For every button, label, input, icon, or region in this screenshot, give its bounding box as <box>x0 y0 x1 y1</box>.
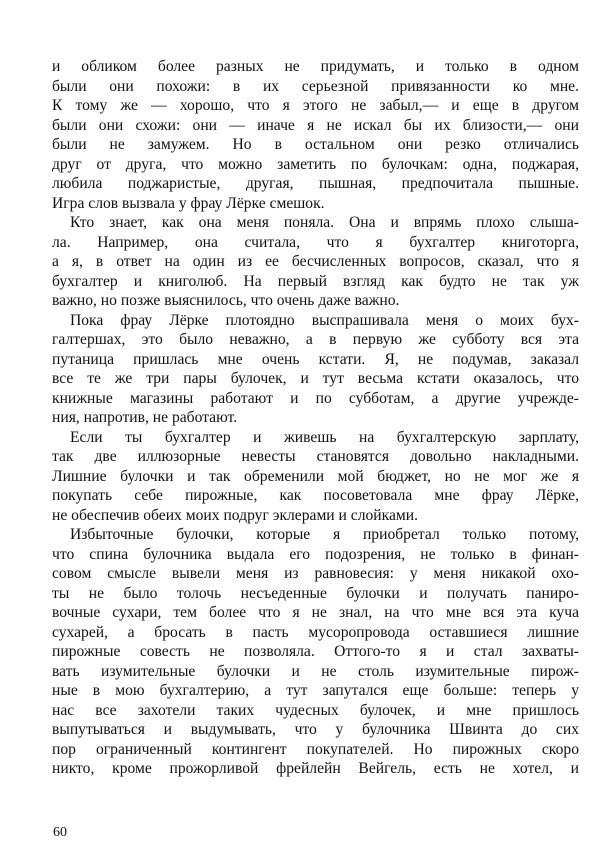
text-line: бухгалтер и книголюб. На первый взгляд как будто не так уж <box>52 272 579 290</box>
text-line: ты не было толочь несъеденные булочки и получать паниро- <box>52 584 579 602</box>
text-line: Пока фрау Лёрке плотоядно выспрашивала меня о моих бух- <box>70 311 579 329</box>
text-line: сухарей, а бросать в пасть мусоропровода оставшиеся лишние <box>52 623 579 641</box>
text-line: были не замужем. Но в остальном они резко отличались <box>52 136 579 153</box>
paragraph <box>52 311 579 428</box>
text-line: К тому же — хорошо, что я этого не забыл,— и еще в другом <box>52 97 579 114</box>
text-line: ные в мою бухгалтерию, а тут запутался еще больше: теперь у <box>52 682 579 699</box>
text-line: галтершах, это было неважно, а в первую же субботу вся эта <box>52 331 579 348</box>
text-line: важно, но позже выяснилось, что очень даже важно. <box>52 292 400 309</box>
text-line: книжные магазины работают и по субботам, а другие учрежде- <box>52 389 579 407</box>
text-line: выпутываться и выдумывать, что у булочника Швинта до сих <box>52 721 579 738</box>
text-line: что спина булочника выдала его подозрения, не только в финан- <box>52 545 579 563</box>
text-line: любила поджаристые, другая, пышная, предпочитала пышные. <box>52 175 579 192</box>
text-line: Кто знает, как она меня поняла. Она и впрямь плохо слыша- <box>70 214 579 231</box>
text-line: а я, в ответ на один из ее бесчисленных вопросов, сказал, что я <box>52 253 579 270</box>
text-line: вать изумительные булочки и не столь изумительные пирож- <box>52 662 579 680</box>
text-line: Игра слов вызвала у фрау Лёрке смешок. <box>52 194 325 212</box>
text-line: путаница пришлась мне очень кстати. Я, не подумав, заказал <box>52 350 579 368</box>
page-number: 60 <box>53 825 67 840</box>
text-line: ния, напротив, не работают. <box>52 409 238 426</box>
text-line: никто, кроме прожорливой фрейлейн Вейгель, есть не хотел, и <box>52 760 579 777</box>
text-line: друг от друга, что можно заметить по булочкам: одна, поджарая, <box>52 155 579 173</box>
text-line: нас все захотели таких чудесных булочек, и мне пришлось <box>52 701 579 719</box>
text-line: пирожные совесть не позволяла. Оттого-то я и стал захваты- <box>52 643 579 660</box>
paragraph <box>52 213 579 311</box>
text-line: и обликом более разных не придумать, и только в одном <box>52 58 579 75</box>
text-line: все те же три пары булочек, и тут весьма кстати оказалось, что <box>52 370 579 387</box>
text-line: были они похожи: в их серьезной привязанности ко мне. <box>52 77 579 95</box>
text-line: пор ограниченный контингент покупателей. Но пирожных скоро <box>52 740 579 758</box>
text-line: Если ты бухгалтер и живешь на бухгалтерскую зарплату, <box>70 428 579 446</box>
paragraph <box>52 525 579 779</box>
text-line: Избыточные булочки, которые я приобретал только потому, <box>70 526 579 543</box>
text-line: так две иллюзорные невесты становятся довольно накладными. <box>52 448 579 465</box>
paragraph <box>52 57 579 213</box>
body-text <box>52 57 579 779</box>
text-line: не обеспечив обеих моих подруг эклерами и слойками. <box>52 506 419 524</box>
text-line: покупать себе пирожные, как посоветовала мне фрау Лёрке, <box>52 487 579 504</box>
text-line: вочные сухари, тем более что я не знал, на что мне вся эта куча <box>52 604 579 621</box>
text-line: были они схожи: они — иначе я не искал бы их близости,— они <box>52 116 579 134</box>
paragraph <box>52 428 579 526</box>
text-line: Лишние булочки и так обременили мой бюджет, но не мог же я <box>52 467 579 485</box>
text-line: ла. Например, она считала, что я бухгалтер книготорга, <box>52 233 579 251</box>
text-line: совом смысле вывели меня из равновесия: у меня никакой охо- <box>52 565 579 582</box>
